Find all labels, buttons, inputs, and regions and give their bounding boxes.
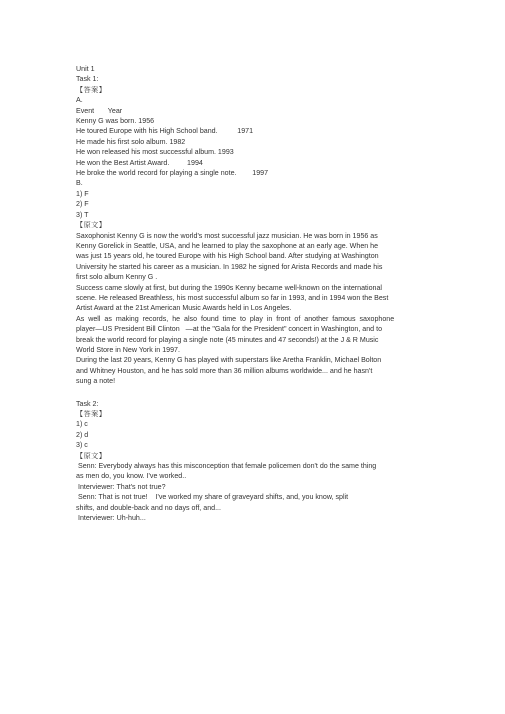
event-row: He broke the world record for playing a single note. 1997 <box>76 169 269 178</box>
script-line: break the world record for playing a single note (45 minutes and 47 seconds!) at the J & R Music <box>76 335 379 344</box>
script-line: As well as making records, he also found time to play in front of another famous saxophone <box>76 314 395 323</box>
answer-item: 2) d <box>76 430 89 439</box>
script-line: Saxophonist Kenny G is now the world's most successful jazz musician. He was born in 1956 as <box>76 231 378 240</box>
part-b-label: B. <box>76 179 83 188</box>
section-gap <box>76 387 436 399</box>
script-line: Artist Award at the 21st American Music Awards held in Los Angeles. <box>76 304 292 313</box>
event-row: Kenny G was born. 1956 <box>76 117 155 126</box>
task1-answer-label: 【答案】 <box>76 85 107 94</box>
event-row: He toured Europe with his High School band. 1971 <box>76 127 254 136</box>
task2-answer-label: 【答案】 <box>76 410 107 418</box>
dialogue-line: as men do, you know. I've worked.. <box>76 472 187 481</box>
unit-title: Unit 1 <box>76 65 95 73</box>
answer-item: 3) c <box>76 441 88 450</box>
task2-script-label: 【原文】 <box>76 451 107 460</box>
event-row: He made his first solo album. 1982 <box>76 137 186 146</box>
event-row: He won the Best Artist Award. 1994 <box>76 158 203 167</box>
script-line: first solo album Kenny G . <box>76 273 158 282</box>
task1-heading: Task 1: <box>76 75 99 84</box>
event-row: He won released his most successful album. 1993 <box>76 148 234 157</box>
answer-item: 3) T <box>76 210 89 219</box>
answer-item: 1) c <box>76 420 88 429</box>
script-line: University he started his career as a musician. In 1982 he signed for Arista Records and made his <box>76 262 383 271</box>
script-line: Kenny Gorelick in Seattle, USA, and he learned to play the saxophone at an early age. When he <box>76 241 379 250</box>
document-page <box>76 64 436 523</box>
script-line: scene. He released Breathless, his most successful album so far in 1993, and in 1994 won the Best <box>76 293 389 302</box>
dialogue-line: shifts, and double-back and no days off, and... <box>76 503 221 512</box>
script-line: and Whitney Houston, and he has sold more than 36 million albums worldwide... and he hasn't <box>76 366 373 375</box>
dialogue-line: Senn: That is not true! I've worked my share of graveyard shifts, and, you know, split <box>76 493 349 502</box>
table-header: Event Year <box>76 106 123 115</box>
dialogue-line: Interviewer: Uh-huh... <box>76 514 146 523</box>
script-line: sung a note! <box>76 377 116 386</box>
script-line: World Store in New York in 1997. <box>76 345 180 354</box>
script-line: player—US President Bill Clinton —at the "Gala for the President" concert in Washington, and to <box>76 325 383 334</box>
dialogue-line: Senn: Everybody always has this misconception that female policemen don't do the same thing <box>76 462 377 471</box>
part-a-label: A. <box>76 96 83 105</box>
task1-script-label: 【原文】 <box>76 221 107 230</box>
script-line: During the last 20 years, Kenny G has played with superstars like Aretha Franklin, Michael Bolton <box>76 356 382 365</box>
script-line: Success came slowly at first, but during the 1990s Kenny became well-known on the international <box>76 283 382 292</box>
script-line: was just 15 years old, he toured Europe with his High School band. After studying at Washington <box>76 252 379 261</box>
dialogue-line: Interviewer: That's not true? <box>76 482 166 491</box>
task2-heading: Task 2: <box>76 399 99 408</box>
answer-item: 2) F <box>76 200 89 209</box>
answer-item: 1) F <box>76 189 89 198</box>
